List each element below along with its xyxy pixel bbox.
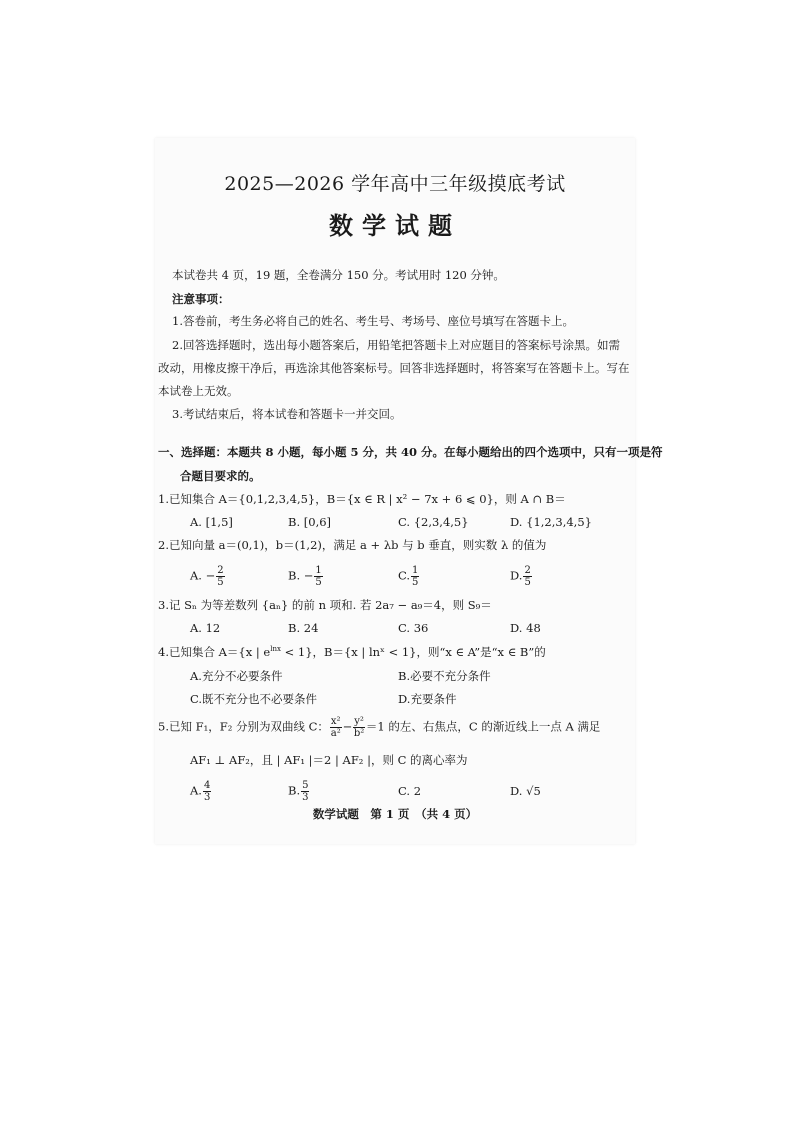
q5-y-numerator: y² <box>354 716 364 727</box>
q2-d-numerator: 2 <box>524 565 531 576</box>
section-1-line-1: 一、选择题：本题共 8 小题，每小题 5 分，共 40 分。在每小题给出的四个选项中，只有一项是符 <box>158 445 663 459</box>
q3-option-a: A. 12 <box>190 621 221 635</box>
exam-title: 2025—2026 学年高中三年级摸底考试 <box>224 173 566 195</box>
note-2-line-1: 2.回答选择题时，选出每小题答案后，用铅笔把答题卡上对应题目的答案标号涂黑。如需 <box>172 338 620 352</box>
q5-b-denominator: 3 <box>302 792 309 803</box>
question-1-stem: 1.已知集合 A＝{0,1,2,3,4,5}，B＝{x ∈ R | x² − 7x + 6 ⩽ 0}，则 A ∩ B＝ <box>158 492 566 506</box>
exam-page <box>155 138 663 844</box>
q4-option-b: B.必要不充分条件 <box>398 669 491 683</box>
q1-option-d: D. {1,2,3,4,5} <box>510 515 592 529</box>
q5-b-fraction <box>301 780 309 803</box>
q5-a-fraction <box>203 780 211 803</box>
q5-a-label: A. <box>190 783 202 798</box>
q4-option-a: A.充分不必要条件 <box>190 669 283 683</box>
q5-stem-end: ＝1 的左、右焦点，C 的渐近线上一点 A 满足 <box>365 719 601 734</box>
page-footer: 数学试题 第 1 页 （共 4 页） <box>312 807 478 821</box>
q2-option-b <box>288 565 324 588</box>
q5-b-label: B. <box>288 783 301 798</box>
q5-option-a <box>190 780 212 803</box>
q2-option-a <box>190 565 226 588</box>
q2-d-fraction <box>523 565 531 588</box>
q5-minus: − <box>342 719 353 734</box>
question-4-stem <box>158 644 546 660</box>
q2-option-c <box>398 565 420 588</box>
q2-a-denominator: 5 <box>217 577 224 588</box>
question-5-stem <box>158 716 600 739</box>
q5-b-numerator: 5 <box>302 780 309 791</box>
q5-option-c: C. 2 <box>398 784 422 798</box>
q5-option-d: D. √5 <box>510 784 541 798</box>
note-2-line-3: 本试卷上无效。 <box>158 384 239 398</box>
q5-a-numerator: 4 <box>203 780 211 791</box>
q2-c-denominator: 5 <box>412 577 419 588</box>
note-2-line-2: 改动，用橡皮擦干净后，再选涂其他答案标号。回答非选择题时，将答案写在答题卡上。写在 <box>158 361 630 375</box>
q2-option-d <box>510 565 533 588</box>
q5-y-fraction <box>353 716 365 739</box>
q3-option-c: C. 36 <box>398 621 429 635</box>
q2-c-numerator: 1 <box>412 565 419 576</box>
q5-x-denominator: a² <box>330 728 341 739</box>
intro-text: 本试卷共 4 页，19 题，全卷满分 150 分。考试用时 120 分钟。 <box>172 268 505 282</box>
q1-option-b: B. [0,6] <box>288 515 332 529</box>
q2-b-fraction <box>314 565 322 588</box>
q4-exponent: lnx <box>270 645 281 654</box>
q2-a-label: A. − <box>190 568 216 583</box>
q4-stem-start: 4.已知集合 A＝{x | e <box>158 645 271 659</box>
question-5-line-2: AF₁ ⊥ AF₂，且 | AF₁ |＝2 | AF₂ |，则 C 的离心率为 <box>190 753 468 767</box>
q5-option-b <box>288 780 310 803</box>
q2-a-fraction <box>216 565 224 588</box>
section-1-line-2: 合题目要求的。 <box>180 469 261 483</box>
question-2-stem: 2.已知向量 a＝(0,1)，b＝(1,2)，满足 a + λb 与 b 垂直，则实数 λ 的值为 <box>158 538 547 552</box>
notes-heading: 注意事项： <box>172 292 230 306</box>
q2-a-numerator: 2 <box>217 565 224 576</box>
q2-d-label: D. <box>510 568 523 583</box>
q5-stem-start: 5.已知 F₁，F₂ 分别为双曲线 C： <box>158 719 329 734</box>
note-3: 3.考试结束后，将本试卷和答题卡一并交回。 <box>172 407 402 421</box>
q5-y-denominator: b² <box>353 728 365 739</box>
q4-stem-end: < 1}，B＝{x | lnˣ < 1}，则“x ∈ A”是“x ∈ B”的 <box>280 645 546 659</box>
q5-x-numerator: x² <box>330 716 341 727</box>
q5-a-denominator: 3 <box>203 792 211 803</box>
q3-option-d: D. 48 <box>510 621 541 635</box>
q2-b-denominator: 5 <box>315 577 322 588</box>
q1-option-c: C. {2,3,4,5} <box>398 515 469 529</box>
question-3-stem: 3.记 Sₙ 为等差数列 {aₙ} 的前 n 项和. 若 2a₇ − a₉＝4，则 S₉＝ <box>158 598 492 612</box>
q2-c-fraction <box>411 565 419 588</box>
q2-d-denominator: 5 <box>524 577 531 588</box>
q2-b-numerator: 1 <box>315 565 322 576</box>
q4-option-d: D.充要条件 <box>398 692 457 706</box>
subject-title: 数学试题 <box>329 211 461 240</box>
q3-option-b: B. 24 <box>288 621 319 635</box>
q2-b-label: B. − <box>288 568 314 583</box>
note-1: 1.答卷前，考生务必将自己的姓名、考生号、考场号、座位号填写在答题卡上。 <box>172 314 574 328</box>
q4-option-c: C.既不充分也不必要条件 <box>190 692 318 706</box>
q2-c-label: C. <box>398 568 411 583</box>
q5-x-fraction <box>330 716 342 739</box>
q1-option-a: A. [1,5] <box>190 515 233 529</box>
